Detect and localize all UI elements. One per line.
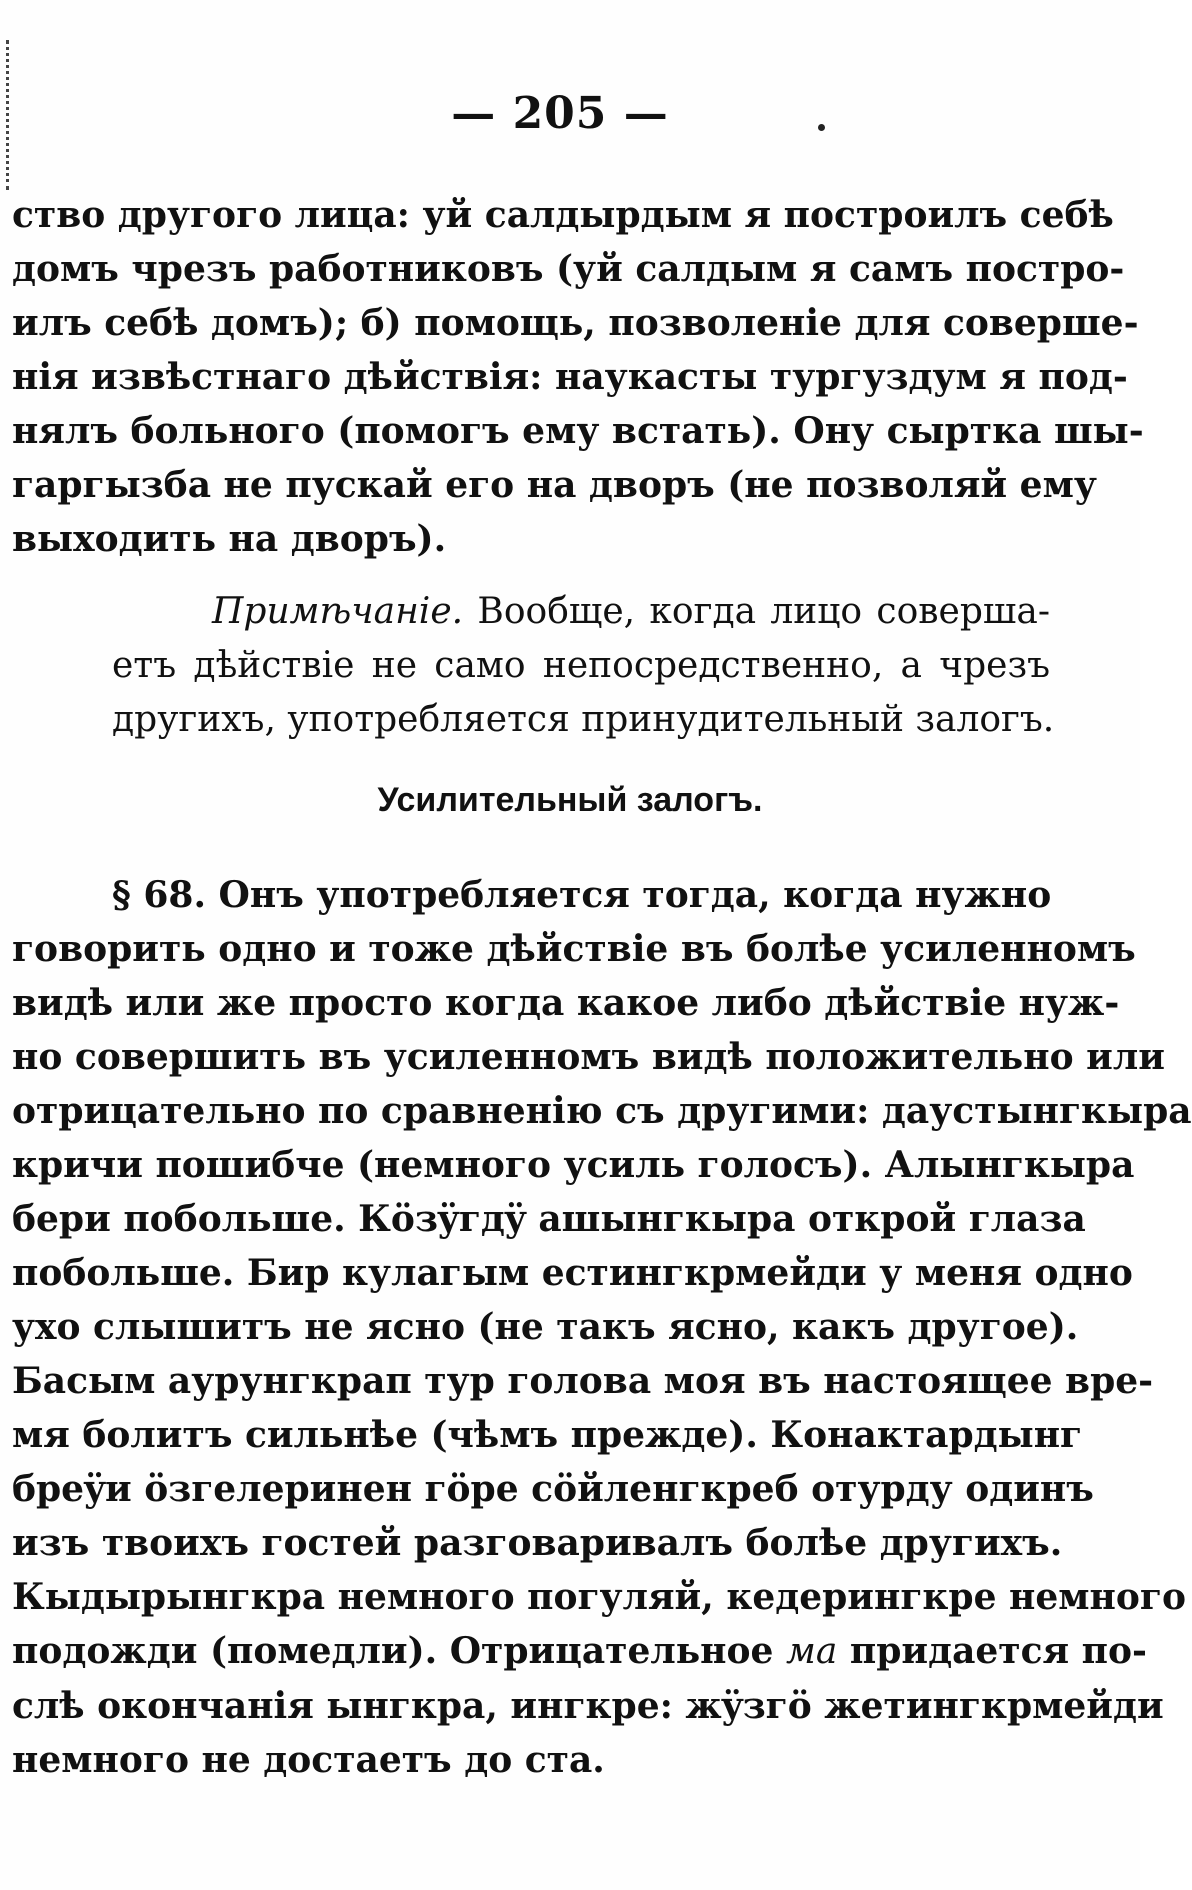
text-line-with-italic [12, 1624, 1147, 1679]
text-line: домъ чрезъ работниковъ (уй салдым я самъ постро- [12, 248, 1125, 290]
page-number [0, 88, 1140, 139]
note-first-line [112, 585, 1050, 639]
text-line: нія извѣстнаго дѣйствія: наукасты тургуздум я под- [12, 356, 1128, 398]
text-line: § 68. Онъ употребляется тогда, когда нужно [112, 874, 1052, 916]
text-line: бери побольше. Кöзÿгдÿ ашынгкыра открой глаза [12, 1198, 1086, 1240]
text-line: выходить на дворъ). [12, 518, 447, 560]
text-line: Кыдырынгкра немного погуляй, кедерингкре немного [12, 1576, 1186, 1618]
text-segment: подожди (помедли). Отрицательное [12, 1630, 774, 1672]
text-line: видѣ или же просто когда какое либо дѣйствіе нуж- [12, 982, 1120, 1024]
text-line: немного не достаетъ до ста. [12, 1739, 605, 1781]
note-block [112, 585, 1055, 747]
text-line: гаргызба не пускай его на дворъ (не позволяй ему [12, 464, 1097, 506]
text-line: ство другого лица: уй салдырдым я построилъ себѣ [12, 194, 1114, 236]
note-line: етъ дѣйствіе не само непосредственно, а чрезъ [112, 645, 1050, 686]
ink-speck [818, 124, 825, 131]
text-line: слѣ окончанія ынгкра, ингкре: жÿзгö жетингкрмейди [12, 1685, 1164, 1727]
text-line: мя болитъ сильнѣе (чѣмъ прежде). Конактардынг [12, 1414, 1083, 1456]
note-label: Примѣчаніе. [212, 591, 464, 632]
text-line: но совершить въ усиленномъ видѣ положительно или [12, 1036, 1165, 1078]
paragraph-causative-continuation [12, 188, 1144, 566]
text-line: Басым аурунгкрап тур голова моя въ настоящее вре- [12, 1360, 1154, 1402]
text-line: изъ твоихъ гостей разговаривалъ болѣе другихъ. [12, 1522, 1063, 1564]
note-line: другихъ, употребляется принудительный залогъ. [112, 699, 1055, 740]
text-line: илъ себѣ домъ); б) помощь, позволеніе для соверше- [12, 302, 1139, 344]
text-line: отрицательно по сравненію съ другими: даустынгкыра [12, 1090, 1192, 1132]
page-number-text: — 205 — [451, 88, 669, 139]
text-line: нялъ больного (помогъ ему встать). Ону сыртка шы- [12, 410, 1144, 452]
section-heading: Усилительный залогъ. [377, 781, 763, 819]
text-line: говорить одно и тоже дѣйствіе въ болѣе усиленномъ [12, 928, 1136, 970]
text-line: ухо слышитъ не ясно (не такъ ясно, какъ другое). [12, 1306, 1079, 1348]
text-line: кричи пошибче (немного усиль голосъ). Алынгкыра [12, 1144, 1135, 1186]
text-line: бреÿи öзгелеринен гöре сöйленгкреб отурду одинъ [12, 1468, 1094, 1510]
italic-particle: ма [786, 1631, 838, 1672]
note-first-line-text: Вообще, когда лицо соверша- [477, 591, 1050, 632]
text-line: побольше. Бир кулагым естингкрмейди у меня одно [12, 1252, 1133, 1294]
paragraph-section-68 [12, 868, 1192, 1787]
text-segment: придается по- [849, 1630, 1147, 1672]
